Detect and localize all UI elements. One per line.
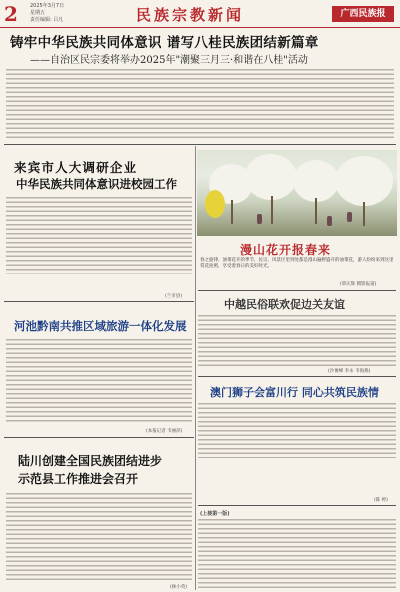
story-hechi-credit: (本报记者 韦丽萍)	[146, 429, 183, 434]
spring-flowers-photo	[197, 150, 397, 236]
story-macau-lions-headline: 澳门狮子会富川行 同心共筑民族情	[210, 386, 379, 399]
story-laibin-credit: (兰市县)	[165, 294, 183, 299]
issue-date: 2025年3月7日	[30, 3, 65, 9]
divider	[4, 301, 194, 302]
paper-name-badge: 广西民族报	[332, 6, 394, 22]
photo-feature-credit: (覃庆辉 摄影报道)	[340, 282, 377, 287]
page-number: 2	[4, 2, 18, 26]
story-macau-lions-body	[198, 402, 396, 458]
story-luchuan-headline-2: 示范县工作推进会召开	[18, 472, 139, 486]
issue-editor: 责任编辑: 吕凡	[30, 17, 64, 23]
story-laibin-headline-1: 来宾市人大调研企业	[14, 160, 138, 175]
divider	[4, 144, 396, 145]
story-luchuan-headline-1: 陆川创建全国民族团结进步	[18, 454, 163, 468]
story-luchuan-credit: (林小英)	[170, 585, 188, 590]
photo-feature-title: 漫山花开报春来	[240, 243, 332, 257]
story-china-vietnam-headline: 中越民俗联欢促边关友谊	[224, 298, 345, 311]
continuation-body	[198, 518, 396, 588]
divider	[198, 505, 396, 506]
story-hechi-headline: 河池黔南共推区域旅游一体化发展	[14, 319, 187, 333]
divider	[4, 437, 194, 438]
issue-weekday: 星期五	[30, 10, 46, 16]
top-story-subheadline: ——自治区民宗委将举办2025年"潮聚三月三·和谐在八桂"活动	[30, 55, 308, 66]
story-china-vietnam-body	[198, 314, 396, 366]
story-macau-lions-credit: (陈 婷)	[374, 498, 388, 503]
story-laibin-headline-2: 中华民族共同体意识进校园工作	[16, 177, 177, 191]
top-story-body	[6, 68, 394, 140]
story-luchuan-body	[6, 492, 192, 580]
masthead	[0, 0, 400, 28]
date-box	[30, 3, 64, 24]
continuation-label: (上接第一版)	[200, 511, 230, 517]
story-china-vietnam-credit: (沙俊峰 李永 韦海燕)	[328, 369, 371, 374]
section-title: 民族宗教新闻	[136, 6, 245, 24]
divider	[198, 376, 396, 377]
story-laibin-body	[6, 196, 192, 274]
story-hechi-body	[6, 338, 192, 424]
top-story-headline: 铸牢中华民族共同体意识 谱写八桂民族团结新篇章	[10, 35, 319, 51]
divider	[198, 290, 396, 291]
photo-feature-caption: 春之旋律，油菜花开的季节，民宗，风景区里到处都是漫山遍野盛开的油菜花，游人纷纷来到这里赏花拍照，享受着春日的美好时光。	[200, 258, 394, 269]
column-divider	[195, 146, 196, 590]
